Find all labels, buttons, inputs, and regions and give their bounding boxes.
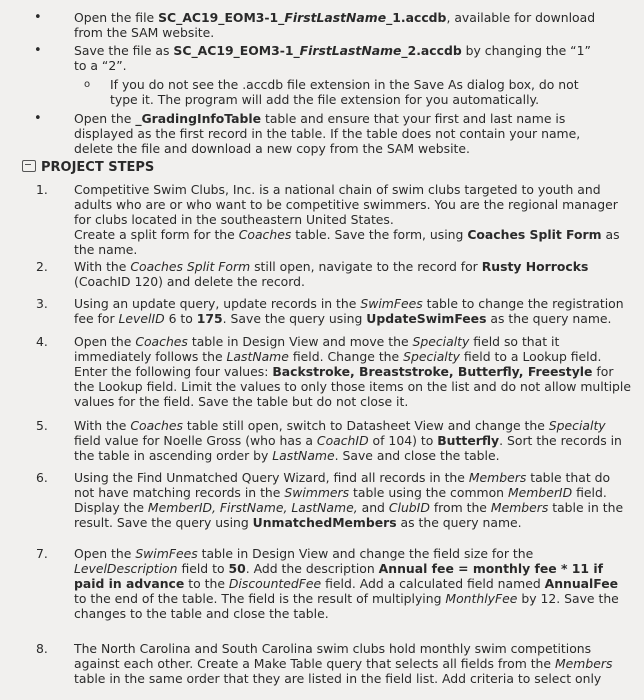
file-name-suffix: _2.accdb [401, 43, 462, 58]
step-text: Create a split form for the Coaches table. Save the form, using Coaches Split Form as the name. [74, 227, 620, 257]
step-number: 1. [36, 182, 48, 197]
step-7: 7. Open the SwimFees table in Design View and change the field size for the LevelDescription field to 50. Add the description Annual fee = monthly fee * 11 if paid in advance to the DiscountedFee field. Add a calculated field named AnnualFee to the end of the table. The field is the result of multiplying MonthlyFee by 12. Save the changes to the table and close the table. [36, 546, 619, 621]
sub-bullet-extension [84, 77, 580, 107]
sub-bullet-dot: o [84, 79, 91, 90]
section-title [22, 160, 154, 175]
bullet-dot: • [34, 43, 42, 58]
step-number: 6. [36, 470, 48, 485]
step-number: 2. [36, 259, 48, 274]
file-name-italic: FirstLastName [284, 10, 387, 25]
section-title-text: PROJECT STEPS [41, 160, 155, 175]
step-number: 8. [36, 641, 48, 656]
bullet-text: Save the file as [74, 43, 174, 58]
file-name-suffix: _1.accdb [386, 10, 447, 25]
file-name-italic: FirstLastName [299, 43, 402, 58]
table-name: _GradingInfoTable [135, 111, 262, 126]
bullet-text: Open the [74, 111, 136, 126]
step-number: 3. [36, 296, 48, 311]
step-5: 5. With the Coaches table still open, switch to Datasheet View and change the Specialty field value for Noelle Gross (who has a CoachID of 104) to Butterfly. Sort the records in the table in ascending order by LastName. Save and close the table. [36, 418, 622, 463]
bullet-text: table and ensure that your first and last name is displayed as the first record in the table. If the table does not contain your name, delete the file and download a new copy from the SAM website. [74, 111, 581, 156]
file-name: SC_AC19_EOM3-1_ [173, 43, 300, 58]
step-2: 2. With the Coaches Split Form still open, navigate to the record for Rusty Horrocks (CoachID 120) and delete the record. [36, 259, 589, 289]
bullet-text: , available for download from the SAM website. [74, 10, 596, 40]
bullet-text: Open the file [74, 10, 159, 25]
step-8: 8. The North Carolina and South Carolina swim clubs hold monthly swim competitions against each other. Create a Make Table query that selects all fields from the Members table in the same order that they are listed in the field list. Add criteria to select only [36, 641, 613, 686]
step-3: 3. Using an update query, update records in the SwimFees table to change the registration fee for LevelID 6 to 175. Save the query using UpdateSwimFees as the query name. [36, 296, 624, 326]
bullet-open-file [34, 10, 604, 40]
project-steps-icon [22, 160, 36, 172]
file-name: SC_AC19_EOM3-1_ [158, 10, 285, 25]
bullet-grading-table [34, 111, 604, 156]
bullet-dot: • [34, 10, 42, 25]
bullet-dot: • [34, 111, 42, 126]
bullet-save-file [34, 43, 604, 73]
step-6: 6. Using the Find Unmatched Query Wizard, find all records in the Members table that do not have matching records in the Swimmers table using the common MemberID field. Display the MemberID, FirstName, LastName, and ClubID from the Members table in the result. Save the query using UnmatchedMembers as the query name. [36, 470, 624, 530]
step-4: 4. Open the Coaches table in Design View and move the Specialty field so that it immediately follows the LastName field. Change the Specialty field to a Lookup field. Enter the following four values: Backstroke, Breaststroke, Butterfly, Freestyle for the Lookup field. Limit the values to only those items on the list and do not allow multiple values for the field. Save the table but do not close it. [36, 334, 631, 409]
bullet-text: by changing the “1” to a “2”. [74, 43, 591, 73]
step-number: 4. [36, 334, 48, 349]
sub-bullet-text: If you do not see the .accdb file extension in the Save As dialog box, do not type it. The program will add the file extension for you automatically. [110, 77, 579, 107]
step-1 [36, 182, 634, 257]
step-text: Competitive Swim Clubs, Inc. is a national chain of swim clubs targeted to youth and adults who are or who want to be competitive swimmers. You are the regional manager for clubs located in the southeastern United States. [74, 182, 618, 227]
step-number: 5. [36, 418, 48, 433]
step-number: 7. [36, 546, 48, 561]
